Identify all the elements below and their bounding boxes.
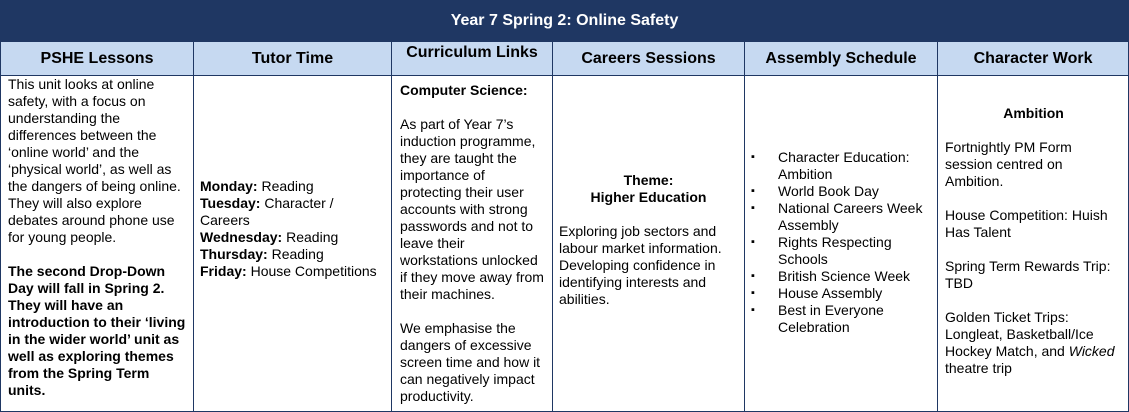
tutor-activity: Reading [257, 178, 314, 194]
table-title: Year 7 Spring 2: Online Safety [1, 1, 1129, 42]
careers-description: Exploring job sectors and labour market information. Developing confidence in identifying interests and abilities. [559, 223, 722, 307]
header-tutor-time: Tutor Time [194, 42, 392, 76]
assembly-schedule-cell [745, 76, 938, 412]
character-paragraph-1: Fortnightly PM Form session centred on Ambition. [945, 139, 1072, 189]
character-work-cell [938, 76, 1129, 412]
header-assembly-schedule: Assembly Schedule [745, 42, 938, 76]
tutor-day: Thursday: [200, 246, 268, 262]
list-item: ▪ British Science Week [778, 268, 933, 285]
tutor-schedule [194, 76, 391, 280]
header-character-work: Character Work [938, 42, 1129, 76]
pshe-drop-down-day: The second Drop-Down Day will fall in Spring 2. They will have an introduction to their ‘living in the wider world’ unit as well as exploring themes from the Spring Term units. [8, 263, 186, 398]
character-paragraph-2: House Competition: Huish Has Talent [945, 207, 1108, 240]
tutor-day-row [200, 195, 385, 229]
tutor-activity: Reading [267, 246, 324, 262]
tutor-day-row [200, 263, 385, 280]
tutor-day: Wednesday: [200, 229, 283, 245]
curriculum-links-cell [392, 76, 553, 412]
pshe-intro: This unit looks at online safety, with a focus on understanding the differences between the ‘online world’ and the ‘physical world’, as well as the dangers of being online. They will also explore debates around phone use for young people. [8, 76, 181, 245]
careers-theme-value: Higher Education [590, 189, 707, 205]
careers-theme-label: Theme: [623, 172, 674, 188]
list-item: ▪ National Careers Week Assembly [778, 200, 933, 234]
character-paragraph-4 [945, 309, 1122, 377]
tutor-activity: Character / Careers [200, 195, 334, 228]
header-careers-sessions: Careers Sessions [553, 42, 745, 76]
character-paragraph-3: Spring Term Rewards Trip: TBD [945, 258, 1111, 291]
tutor-activity: House Competitions [246, 263, 377, 279]
tutor-time-cell [194, 76, 392, 412]
tutor-activity: Reading [282, 229, 339, 245]
list-item: ▪ Character Education: Ambition [778, 149, 933, 183]
list-item: ▪ Best in Everyone Celebration [778, 302, 933, 336]
curriculum-paragraph-1: As part of Year 7’s induction programme, they are taught the importance of protecting their user accounts with strong passwords and not to leave their workstations unlocked if they move away from their machines. [400, 116, 544, 302]
tutor-day-row [200, 246, 385, 263]
tutor-day-row [200, 178, 385, 195]
golden-ticket-show: Wicked [1068, 343, 1115, 359]
tutor-day-row [200, 229, 385, 246]
golden-ticket-suffix: theatre trip [945, 360, 1012, 376]
list-item: ▪ House Assembly [778, 285, 933, 302]
header-curriculum-links: Curriculum Links [392, 42, 553, 76]
list-item: ▪ World Book Day [778, 183, 933, 200]
tutor-day: Tuesday: [200, 195, 261, 211]
header-pshe: PSHE Lessons [1, 42, 194, 76]
pshe-cell [1, 76, 194, 412]
curriculum-paragraph-2: We emphasise the dangers of excessive screen time and how it can negatively impact productivity. [400, 320, 541, 404]
assembly-list [745, 149, 933, 336]
character-heading: Ambition [1003, 105, 1064, 121]
tutor-day: Monday: [200, 178, 258, 194]
careers-sessions-cell [553, 76, 745, 412]
golden-ticket-text: Golden Ticket Trips: Longleat, Basketball/Ice Hockey Match, and [945, 309, 1094, 359]
list-item: ▪ Rights Respecting Schools [778, 234, 933, 268]
curriculum-subject: Computer Science: [400, 82, 528, 98]
tutor-day: Friday: [200, 263, 247, 279]
